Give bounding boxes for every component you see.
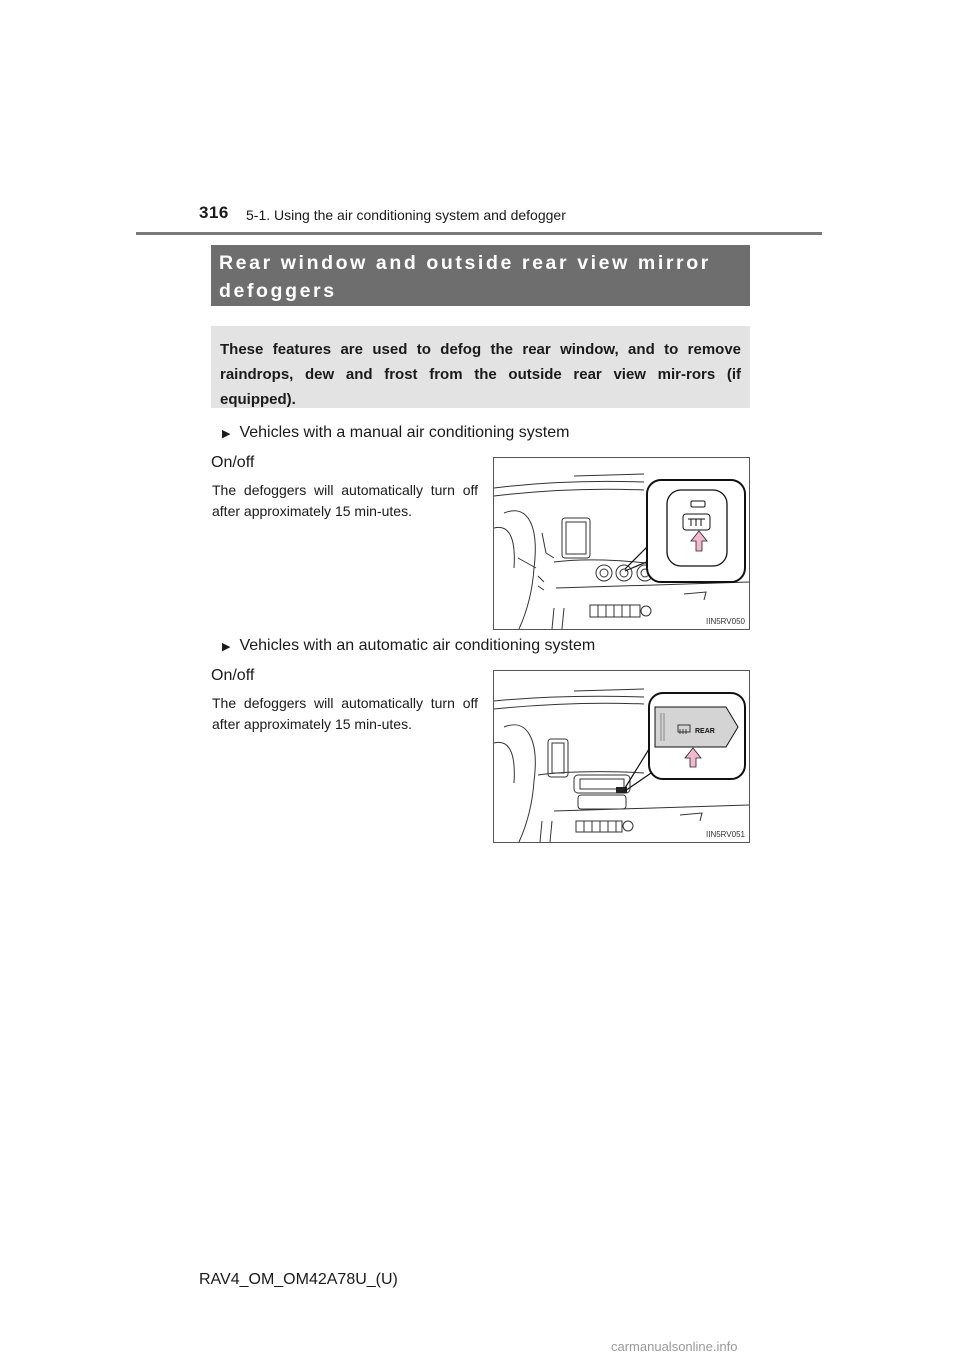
subheading-manual-ac (222, 424, 569, 442)
intro-box (211, 326, 750, 408)
bullet-triangle-icon: ▶ (222, 428, 231, 440)
section-title-line-2: defoggers (219, 280, 337, 302)
header-rule (136, 232, 822, 235)
subheading-auto-ac (222, 637, 595, 655)
bullet-triangle-icon: ▶ (222, 641, 231, 653)
description-manual: The defoggers will automatically turn off after approximately 15 min-utes. (212, 482, 478, 519)
figure-manual-ac (493, 457, 750, 630)
section-header: 5-1. Using the air conditioning system and defogger (246, 207, 566, 223)
subheading-manual-ac-text: Vehicles with a manual air conditioning system (239, 424, 570, 441)
figure-code-manual: IIN5RV050 (706, 617, 745, 626)
intro-text: These features are used to defog the rear window, and to remove raindrops, dew and frost from the outside rear view mir-rors (if equipped). (220, 341, 741, 408)
watermark: carmanualsonline.info (611, 1339, 738, 1354)
description-auto: The defoggers will automatically turn off after approximately 15 min-utes. (212, 695, 478, 732)
on-off-label-manual: On/off (211, 454, 255, 471)
figure-auto-ac (493, 670, 750, 843)
on-off-label-auto: On/off (211, 667, 255, 684)
page-number: 316 (199, 203, 229, 222)
dashboard-auto-illustration (494, 671, 749, 842)
footer-manual-code: RAV4_OM_OM42A78U_(U) (199, 1271, 398, 1288)
dashboard-manual-illustration (494, 458, 749, 629)
rear-button-text: REAR (695, 728, 715, 735)
figure-code-auto: IIN5RV051 (706, 830, 745, 839)
section-title-line-1: Rear window and outside rear view mirror (219, 252, 711, 274)
subheading-auto-ac-text: Vehicles with an automatic air conditioning system (239, 637, 596, 654)
section-title (211, 245, 750, 306)
